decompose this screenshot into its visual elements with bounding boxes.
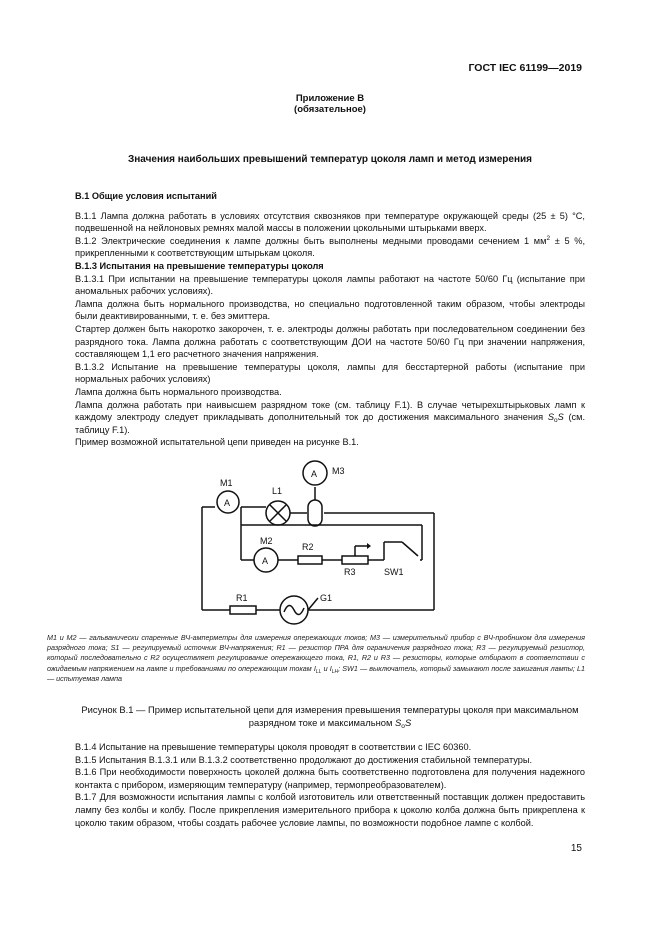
wiper-arrow [367, 543, 371, 549]
label-l1: L1 [272, 486, 283, 496]
caption-text: Рисунок В.1 — Пример испытательной цепи для измерения превышения температуры цоколя при максимальном разрядном токе и максимальном [81, 704, 579, 728]
current-probe [308, 500, 322, 526]
paragraph-b1-3-2-4: Пример возможной испытательной цепи приведен на рисунке В.1. [75, 437, 359, 448]
subscript: o [401, 723, 405, 730]
circuit-diagram [190, 450, 480, 630]
superscript: 2 [546, 234, 551, 242]
resistor-r3 [342, 556, 368, 564]
ammeter-symbol: A [262, 556, 269, 566]
paragraph-b1-4: В.1.4 Испытание на превышение температуры цоколя проводят в соответствии с IEC 60360. [75, 742, 472, 752]
label-sw1: SW1 [384, 567, 404, 577]
figure-caption [75, 703, 585, 729]
paragraph-b1-5: В.1.5 Испытания В.1.3.1 или В.1.3.2 соответственно продолжают до достижения стабильной температуры. [75, 754, 533, 765]
section-heading-b1-3: В.1.3 Испытания на превышение температуры цоколя [75, 260, 324, 271]
subscript: LL [315, 668, 322, 675]
legend-text: и [321, 663, 330, 673]
legend-text: ; SW1 — выключатель, который замыкают после зажигания лампы; L1 — испытуемая лампа [47, 663, 585, 683]
label-r1: R1 [236, 593, 248, 603]
symbol: I [329, 663, 332, 673]
symbol: S [395, 717, 402, 728]
label-m3: M3 [332, 466, 345, 476]
body-section-b1 [75, 190, 585, 449]
text: (см. таблицу F.1). [75, 412, 585, 435]
page-number: 15 [570, 843, 582, 854]
paragraph-b1-1 [75, 210, 585, 235]
annex-status: (обязательное) [294, 104, 366, 115]
section-heading-b1: В.1 Общие условия испытаний [75, 191, 217, 201]
text: ± 5 %, прикрепленными к соответствующим штырькам цоколя. [75, 235, 585, 259]
symbol: S [557, 412, 564, 423]
sine-wave [284, 605, 304, 614]
paragraph-b1-3-1-2: Лампа должна быть нормального производства, но специально подготовленной таким образом, чтобы электроды были деактивированными, т. е. без эмиттера. [75, 298, 585, 322]
subscript: o [553, 417, 558, 425]
paragraph-b1-3-2-3 [75, 399, 585, 437]
paragraph-b1-7: В.1.7 Для возможности испытания лампы с колбой изготовитель или ответственный поставщик должен предоставить лампу без колбы и колбу. После прикрепления измерительного прибора к цоколю колба должна быть прикреплена к цоколю таким образом, чтобы создать рабочее условие лампы, по возможности подобное лампе с колбой. [75, 792, 585, 828]
symbol: S [404, 717, 412, 728]
label-m1: M1 [220, 478, 233, 488]
source-arrow [308, 598, 318, 610]
subscript: LH [331, 668, 339, 675]
body-section-after [75, 741, 585, 829]
label-m2: M2 [260, 536, 273, 546]
text: В.1.1 Лампа должна работать в условиях отсутствия сквозняков при температуре окружающей среды (25 ± 5) °С, подвешенной на нейлоновых ремнях малой массы в положении цокольными штырьками вверх. [75, 210, 585, 234]
ammeter-symbol: A [224, 498, 231, 508]
main-title: Значения наибольших превышений температур цоколя ламп и метод измерения [128, 154, 532, 165]
paragraph-b1-3-2: В.1.3.2 Испытание на превышение температуры цоколя, лампы для бесстартерной работы (испытание при нормальных рабочих условиях) [75, 361, 585, 385]
label-r2: R2 [302, 542, 314, 552]
annex-title: Приложение В [295, 93, 365, 104]
figure-legend [47, 633, 585, 684]
symbol: S [547, 412, 554, 423]
ammeter-symbol: A [311, 469, 318, 479]
symbol: I [313, 663, 316, 673]
document-code: ГОСТ IEC 61199—2019 [468, 62, 582, 74]
resistor-r1 [230, 606, 256, 614]
paragraph-b1-6: В.1.6 При необходимости поверхность цоколей должна быть соответственно подготовлена для получения надежного контакта с прибором, измеряющим температуру (например, термопреобразователем). [75, 767, 585, 790]
paragraph-b1-3-1: В.1.3.1 При испытании на превышение температуры цоколя лампы работают на частоте 50/60 Гц (испытание при аномальных рабочих условиях). [75, 273, 585, 297]
text: Лампа должна работать при наивысшем разрядном токе (см. таблицу F.1). В случае четырехштырьковых ламп к каждому электроду следует прикладывать дополнительный ток до достижения максимального значения [75, 399, 585, 423]
switch-blade [402, 542, 418, 556]
paragraph-b1-3-2-2: Лампа должна быть нормального производства. [75, 386, 282, 397]
paragraph-b1-2 [75, 235, 585, 260]
text: В.1.2 Электрические соединения к лампе должны быть выполнены медными проводами сечением 1 мм [75, 235, 547, 246]
resistor-r2 [298, 556, 322, 564]
paragraph-b1-3-1-3: Стартер должен быть накоротко закорочен, т. е. электроды должны работать при последовательном соединении без разрядного тока. Лампа должна работать с соответствующим ДОИ на частоте 50/60 Гц при значении напряжения, составляющем 1,1 его расчетного значения напряжения. [75, 323, 585, 360]
label-g1: G1 [320, 593, 333, 603]
label-r3: R3 [344, 567, 356, 577]
legend-text: М1 и М2 — гальванически спаренные ВЧ-амперметры для измерения опережающих токов; М3 — измерительный прибор с ВЧ-пробником для измерения разрядного тока; S1 — регулируемый источник ВЧ-напряжения; R1 — резистор ПРА для ограничения разрядного тока; R3 — регулируемый резистор, который последовательно с R2 осуществляет регулирование опережающего тока, R1, R2 и R3 — резисторы, которые отбирают в соответствии с ожидаемым напряжением на лампе и требованиями по опережающим токам [47, 633, 585, 673]
